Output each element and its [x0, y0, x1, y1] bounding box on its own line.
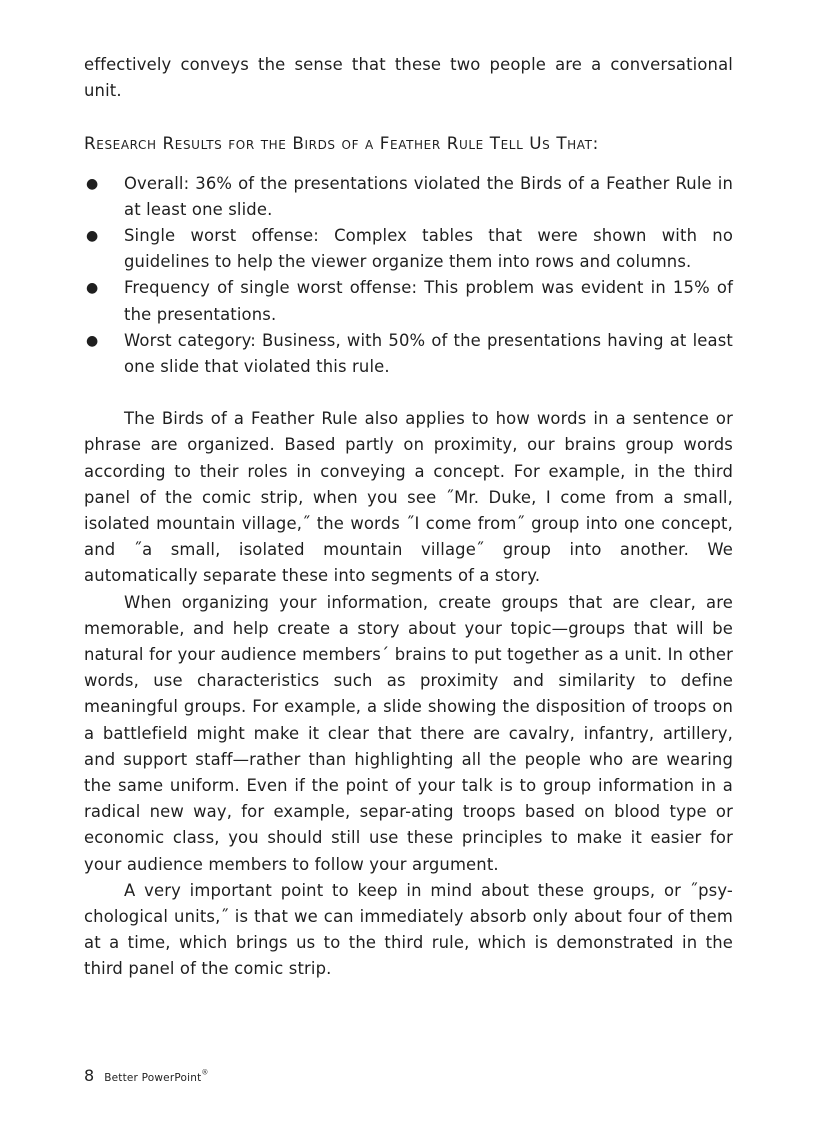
running-title: Better PowerPoint [104, 1072, 202, 1084]
body-paragraph: A very important point to keep in mind about these groups, or ˝psy-chological units,˝ is that we can immediately absorb only about four of them at a time, which brings us to the third rule, which is demonstrated in the third panel of the comic strip. [84, 880, 733, 979]
bullet-icon: ● [86, 280, 99, 297]
list-item: ● Worst category: Business, with 50% of the presentations having at least one slide that violated this rule. [84, 328, 733, 380]
research-results-heading: Research Results for the Birds of a Feather Rule Tell Us That: [84, 133, 599, 154]
list-item: ● Single worst offense: Complex tables that were shown with no guidelines to help the viewer organize them into rows and columns. [84, 223, 733, 275]
body-paragraph: The Birds of a Feather Rule also applies to how words in a sentence or phrase are organized. Based partly on proximity, our brains group words according to their roles in conveying a concept. For example, in the third panel of the comic strip, when you see ˝Mr. Duke, I come from a small, isolated mountain village,˝ the words ˝I come from˝ group into one concept, and ˝a small, isolated mountain village˝ group into another. We automatically separate these into segments of a story. [84, 409, 733, 586]
list-item: ● Overall: 36% of the presentations violated the Birds of a Feather Rule in at least one slide. [84, 171, 733, 223]
page-body [84, 52, 733, 983]
bullet-icon: ● [86, 175, 99, 192]
intro-paragraph-fragment: effectively conveys the sense that these two people are a conversational unit. [84, 55, 733, 101]
bullet-icon: ● [86, 332, 99, 349]
page-footer [84, 1066, 208, 1085]
bullet-icon: ● [86, 227, 99, 244]
list-item: ● Frequency of single worst offense: This problem was evident in 15% of the presentations. [84, 275, 733, 327]
registered-mark: ® [201, 1068, 209, 1077]
research-results-list [84, 171, 733, 381]
page-number: 8 [84, 1066, 95, 1085]
body-paragraph: When organizing your information, create groups that are clear, are memorable, and help create a story about your topic—groups that will be natural for your audience members´ brains to put together as a unit. In other words, use characteristics such as proximity and similarity to define meaningful groups. For example, a slide showing the disposition of troops on a battlefield might make it clear that there are cavalry, infantry, artillery, and support staff—rather than highlighting all the people who are wearing the same uniform. Even if the point of your talk is to group information in a radical new way, for example, separ-ating troops based on blood type or economic class, you should still use these principles to make it easier for your audience members to follow your argument. [84, 592, 733, 874]
